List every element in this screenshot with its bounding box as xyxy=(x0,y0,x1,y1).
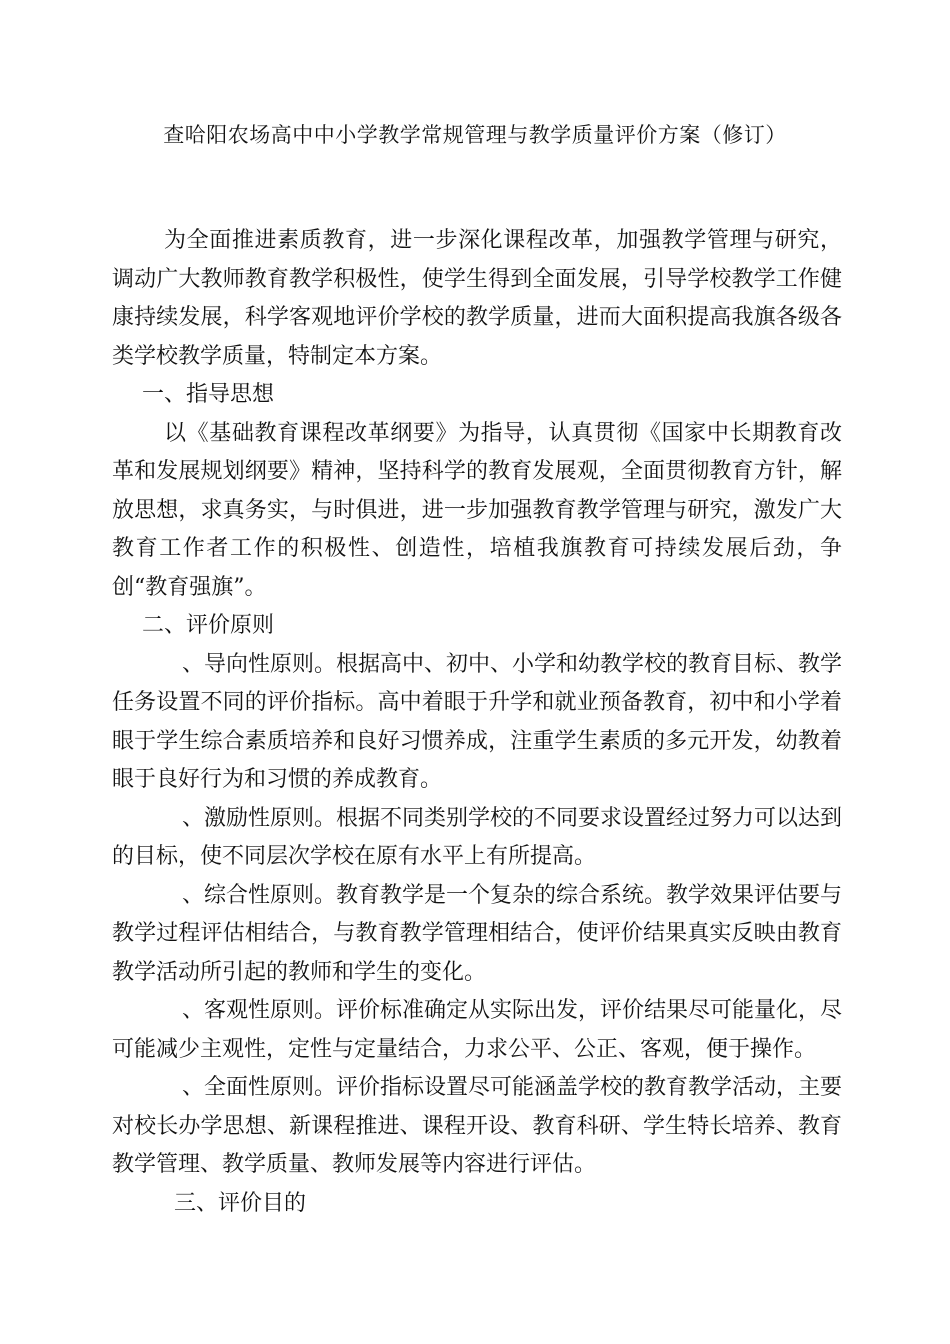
principle-orientation-paragraph: 、导向性原则。根据高中、初中、小学和幼教学校的教育目标、教学任务设置不同的评价指标。高中着眼于升学和就业预备教育，初中和小学着眼于学生综合素质培养和良好习惯养成，注重学生素质的多元开发，幼教着眼于良好行为和习惯的养成教育。 xyxy=(112,651,843,792)
section-heading-evaluation-purpose: 三、评价目的 xyxy=(174,1190,307,1216)
principle-comprehensive-paragraph: 、综合性原则。教育教学是一个复杂的综合系统。教学效果评估要与教学过程评估相结合，与教育教学管理相结合，使评价结果真实反映由教育教学活动所引起的教师和学生的变化。 xyxy=(112,882,843,985)
document-title: 查哈阳农场高中中小学教学常规管理与教学质量评价方案（修订） xyxy=(163,123,787,147)
document-body xyxy=(112,222,842,1223)
intro-paragraph: 为全面推进素质教育，进一步深化课程改革，加强教学管理与研究，调动广大教师教育教学积极性，使学生得到全面发展，引导学校教学工作健康持续发展，科学客观地评价学校的教学质量，进而大面积提高我旗各级各类学校教学质量，特制定本方案。 xyxy=(112,228,842,369)
guiding-thought-paragraph: 以《基础教育课程改革纲要》为指导，认真贯彻《国家中长期教育改革和发展规划纲要》精神，坚持科学的教育发展观，全面贯彻教育方针，解放思想，求真务实，与时俱进，进一步加强教育教学管理与研究，激发广大教育工作者工作的积极性、创造性，培植我旗教育可持续发展后劲，争创“教育强旗”。 xyxy=(112,420,842,600)
principle-incentive-paragraph: 、激励性原则。根据不同类别学校的不同要求设置经过努力可以达到的目标，使不同层次学校在原有水平上有所提高。 xyxy=(112,805,843,869)
section-heading-evaluation-principles: 二、评价原则 xyxy=(142,613,275,638)
principle-objective-paragraph: 、客观性原则。评价标准确定从实际出发，评价结果尽可能量化，尽可能减少主观性，定性与定量结合，力求公平、公正、客观，便于操作。 xyxy=(112,998,843,1062)
section-heading-guiding-thought: 一、指导思想 xyxy=(142,382,275,407)
principle-overall-paragraph: 、全面性原则。评价指标设置尽可能涵盖学校的教育教学活动，主要对校长办学思想、新课程推进、课程开设、教育科研、学生特长培养、教育教学管理、教学质量、教师发展等内容进行评估。 xyxy=(112,1075,843,1177)
